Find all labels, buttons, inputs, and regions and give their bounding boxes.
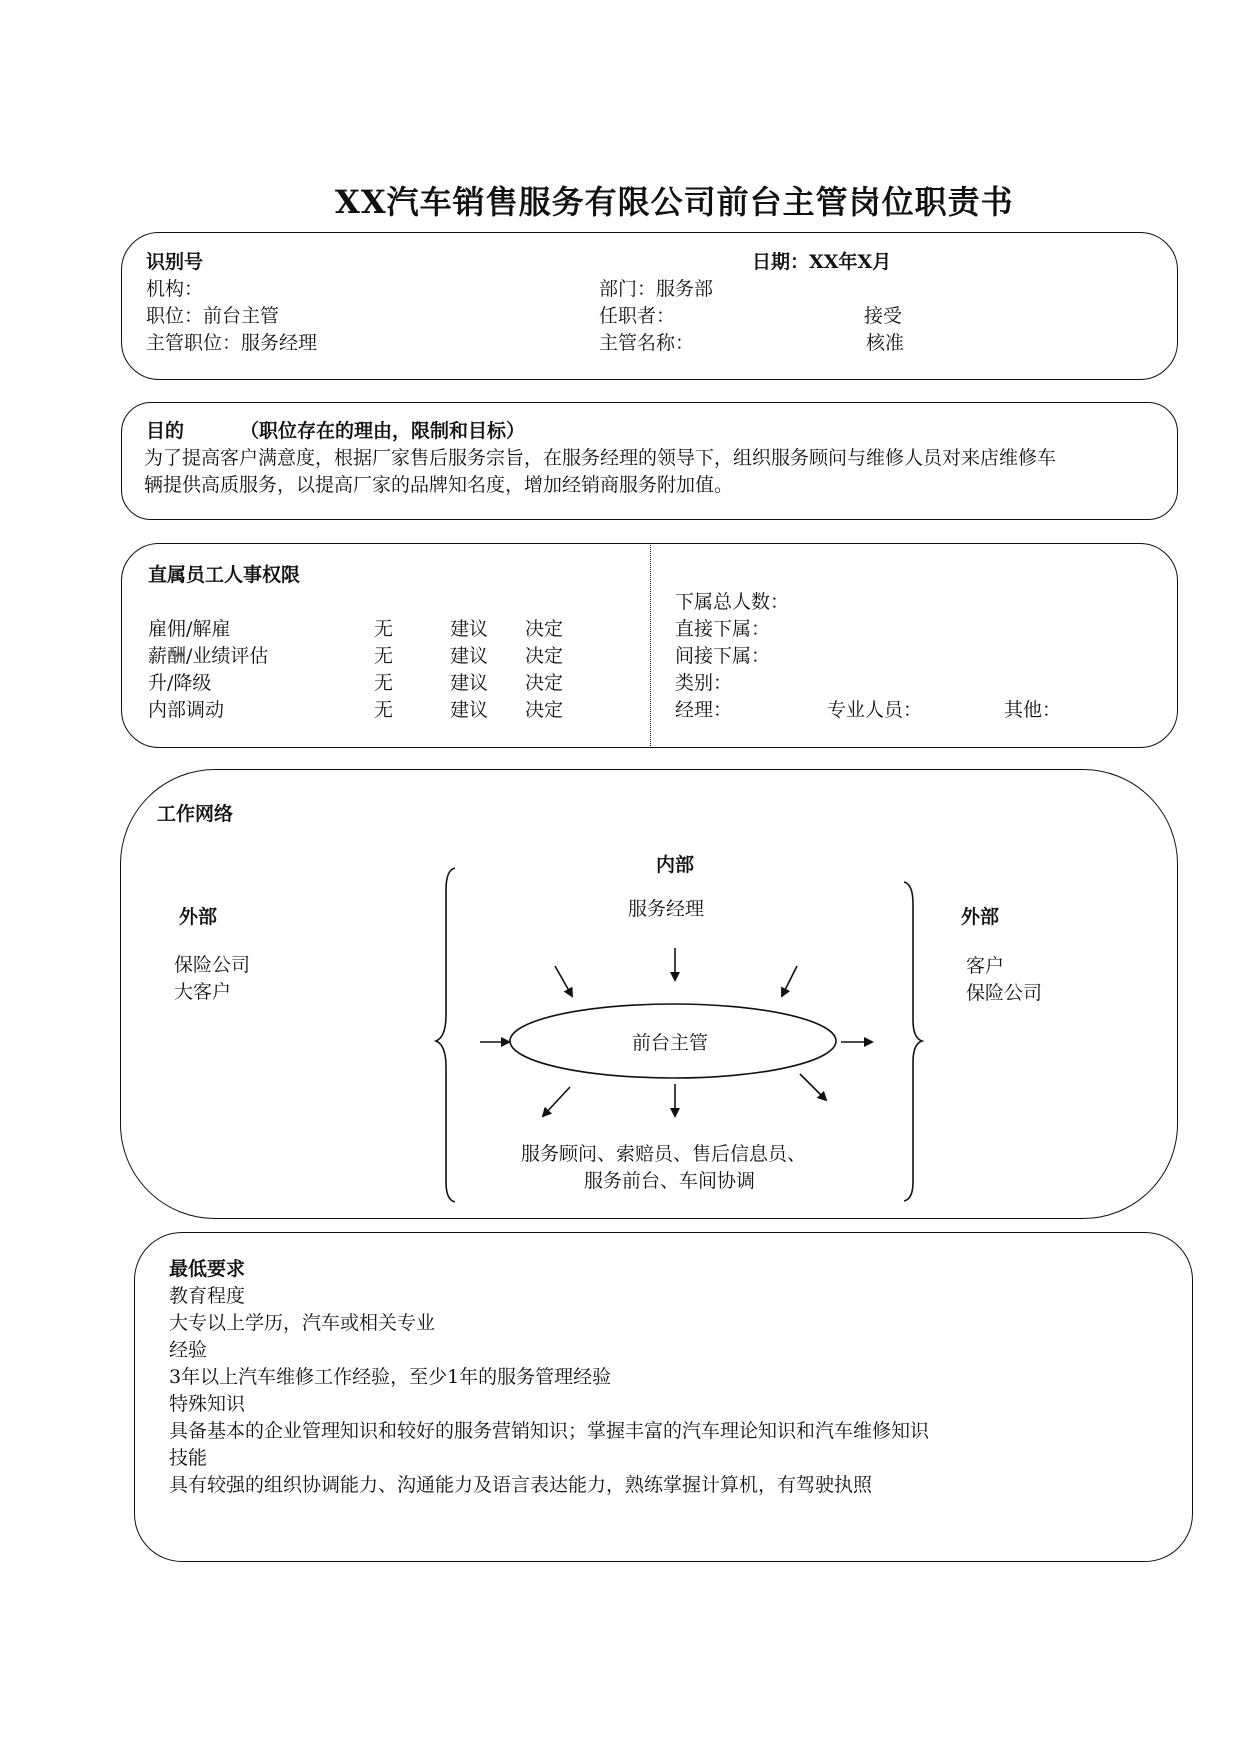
- authority-item-promotion: 升/降级: [148, 672, 212, 694]
- arrow-out-bottomleft: [543, 1087, 570, 1116]
- purpose-line-2: 辆提供高质服务，以提高厂家的品牌知名度，增加经销商服务附加值。: [144, 474, 734, 496]
- external-right-item: 客户: [966, 955, 1005, 977]
- id-heading: 识别号: [146, 251, 204, 273]
- experience-value: 3年以上汽车维修工作经验，至少1年的服务管理经验: [169, 1366, 612, 1388]
- approve-label: 核准: [866, 332, 905, 354]
- subordinates-category: 类别：: [675, 672, 733, 694]
- purpose-heading: 目的: [146, 420, 185, 442]
- authority-opt-none: 无: [374, 672, 394, 694]
- arrow-out-bottomright: [800, 1074, 826, 1100]
- authority-opt-none: 无: [374, 699, 394, 721]
- external-left-item: 大客户: [174, 981, 232, 1003]
- subordinates-total: 下属总人数：: [675, 591, 790, 613]
- accept-label: 接受: [864, 305, 903, 327]
- external-left-item: 保险公司: [174, 954, 251, 976]
- arrow-in-topright: [782, 966, 797, 996]
- external-left-label: 外部: [179, 906, 218, 928]
- experience-label: 经验: [169, 1339, 208, 1361]
- purpose-subheading: （职位存在的理由，限制和目标）: [240, 420, 526, 442]
- bottom-nodes-line-1: 服务顾问、索赔员、售后信息员、: [521, 1143, 807, 1165]
- knowledge-value: 具备基本的企业管理知识和较好的服务营销知识；掌握丰富的汽车理论知识和汽车维修知识: [169, 1420, 930, 1442]
- authority-item-transfer: 内部调动: [148, 699, 225, 721]
- skills-label: 技能: [169, 1447, 208, 1469]
- right-brace: [904, 882, 922, 1201]
- authority-opt-decide: 决定: [525, 618, 564, 640]
- internal-label: 内部: [656, 854, 695, 876]
- top-node-label: 服务经理: [628, 898, 705, 920]
- requirements-heading: 最低要求: [169, 1258, 246, 1280]
- authority-opt-decide: 决定: [525, 672, 564, 694]
- subordinates-direct: 直接下属：: [675, 618, 771, 640]
- education-label: 教育程度: [169, 1285, 246, 1307]
- knowledge-label: 特殊知识: [169, 1393, 246, 1415]
- page-title: XX汽车销售服务有限公司前台主管岗位职责书: [335, 183, 1014, 221]
- subordinates-other: 其他：: [1004, 699, 1062, 721]
- authority-opt-suggest: 建议: [450, 618, 489, 640]
- subordinates-indirect: 间接下属：: [675, 645, 771, 667]
- supervisor-position-label: 主管职位：服务经理: [146, 332, 318, 354]
- authority-opt-decide: 决定: [525, 645, 564, 667]
- left-brace: [436, 868, 455, 1202]
- authority-opt-suggest: 建议: [450, 672, 489, 694]
- org-label: 机构：: [146, 278, 204, 300]
- date-label: 日期：XX年X月: [752, 251, 892, 273]
- external-right-item: 保险公司: [966, 982, 1043, 1004]
- authority-item-pay: 薪酬/业绩评估: [148, 645, 269, 667]
- holder-label: 任职者：: [599, 305, 676, 327]
- position-label: 职位：前台主管: [146, 305, 280, 327]
- authority-opt-none: 无: [374, 618, 394, 640]
- education-value: 大专以上学历，汽车或相关专业: [169, 1312, 436, 1334]
- authority-item-hire: 雇佣/解雇: [148, 618, 231, 640]
- external-right-label: 外部: [961, 906, 1000, 928]
- requirements-box: [134, 1232, 1193, 1562]
- authority-opt-suggest: 建议: [450, 699, 489, 721]
- purpose-line-1: 为了提高客户满意度，根据厂家售后服务宗旨，在服务经理的领导下，组织服务顾问与维修人员对来店维修车: [144, 447, 1057, 469]
- bottom-nodes-line-2: 服务前台、车间协调: [584, 1170, 756, 1192]
- arrow-in-topleft: [555, 966, 572, 996]
- network-heading: 工作网络: [157, 803, 234, 825]
- authority-opt-decide: 决定: [525, 699, 564, 721]
- authority-heading: 直属员工人事权限: [148, 564, 301, 586]
- subordinates-professional: 专业人员：: [827, 699, 923, 721]
- center-node-label: 前台主管: [632, 1032, 709, 1054]
- authority-opt-none: 无: [374, 645, 394, 667]
- skills-value: 具有较强的组织协调能力、沟通能力及语言表达能力，熟练掌握计算机，有驾驶执照: [169, 1474, 873, 1496]
- supervisor-name-label: 主管名称：: [599, 332, 695, 354]
- dept-label: 部门：服务部: [599, 278, 714, 300]
- authority-opt-suggest: 建议: [450, 645, 489, 667]
- subordinates-manager: 经理：: [675, 699, 733, 721]
